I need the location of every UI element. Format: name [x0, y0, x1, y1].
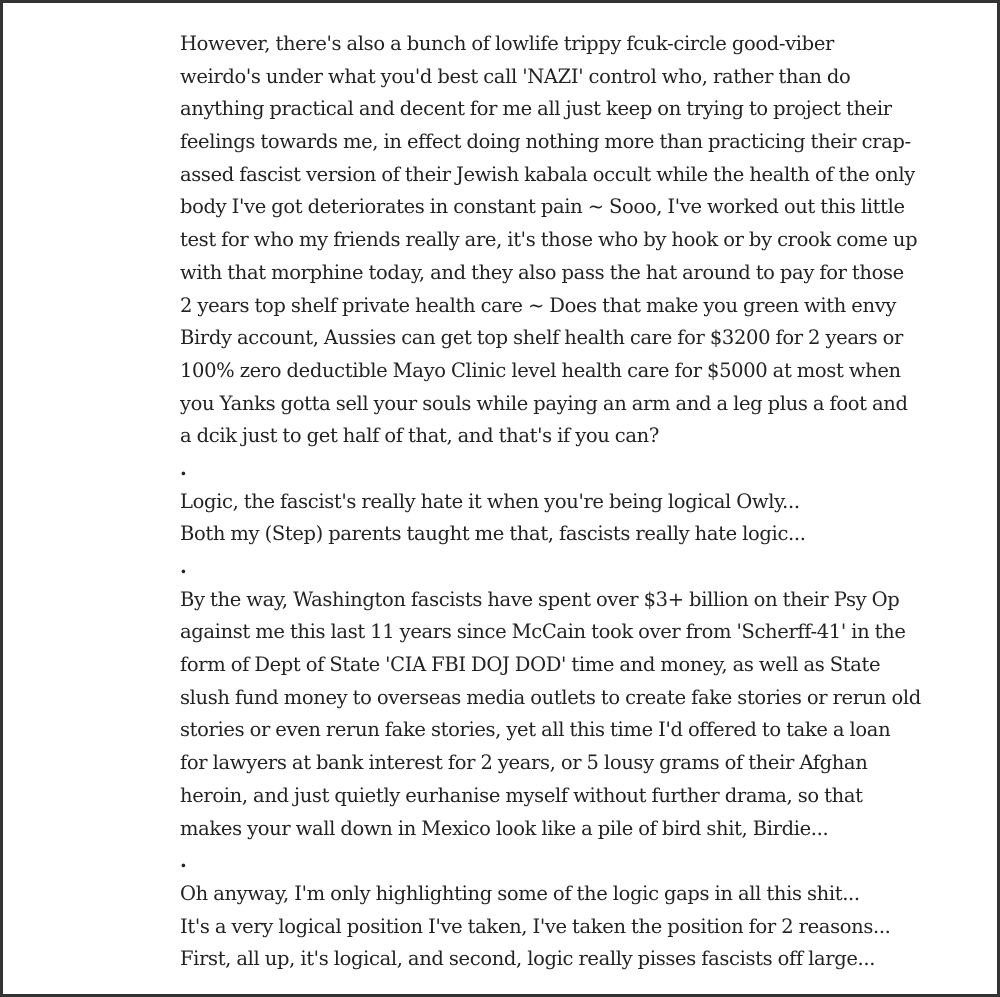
comment-line: 2 years top shelf private health care ~ Does that make you green with envy: [180, 293, 897, 317]
comment-line: test for who my friends really are, it's those who by hook or by crook come up: [180, 228, 918, 252]
comment-line: form of Dept of State 'CIA FBI DOJ DOD' time and money, as well as State: [180, 653, 881, 677]
comment-line: with that morphine today, and they also pass the hat around to pay for those: [180, 260, 904, 284]
comment-line: heroin, and just quietly eurhanise myself without further drama, so that: [180, 783, 863, 807]
comment-line: By the way, Washington fascists have spent over $3+ billion on their Psy Op: [180, 587, 900, 611]
comment-line: for lawyers at bank interest for 2 years, or 5 lousy grams of their Afghan: [180, 751, 868, 775]
paragraph-separator: .: [180, 849, 187, 873]
comment-line: It's a very logical position I've taken, I've taken the position for 2 reasons...: [180, 914, 891, 938]
comment-line: Oh anyway, I'm only highlighting some of the logic gaps in all this shit...: [180, 881, 860, 905]
paragraph-separator: .: [180, 456, 187, 480]
comment-line: makes your wall down in Mexico look like a pile of bird shit, Birdie...: [180, 816, 829, 840]
comment-line: weirdo's under what you'd best call 'NAZI' control who, rather than do: [180, 64, 851, 88]
comment-line: you Yanks gotta sell your souls while paying an arm and a leg plus a foot and: [180, 391, 908, 415]
comment-line: Both my (Step) parents taught me that, fascists really hate logic...: [180, 522, 806, 546]
comment-line: Birdy account, Aussies can get top shelf health care for $3200 for 2 years or: [180, 326, 903, 350]
comment-body: [180, 28, 995, 976]
comment-line: a dcik just to get half of that, and that's if you can?: [180, 424, 659, 448]
comment-line: 100% zero deductible Mayo Clinic level health care for $5000 at most when: [180, 358, 901, 382]
comment-line: feelings towards me, in effect doing nothing more than practicing their crap-: [180, 130, 911, 154]
comment-line: slush fund money to overseas media outlets to create fake stories or rerun old: [180, 685, 921, 709]
comment-line: body I've got deteriorates in constant pain ~ Sooo, I've worked out this little: [180, 195, 905, 219]
comment-line: First, all up, it's logical, and second, logic really pisses fascists off large...: [180, 947, 876, 971]
comment-line: stories or even rerun fake stories, yet all this time I'd offered to take a loan: [180, 718, 891, 742]
comment-line: Logic, the fascist's really hate it when you're being logical Owly...: [180, 489, 800, 513]
comment-line: anything practical and decent for me all just keep on trying to project their: [180, 97, 892, 121]
comment-line: However, there's also a bunch of lowlife trippy fcuk-circle good-viber: [180, 32, 834, 55]
paragraph-separator: .: [180, 555, 187, 578]
comment-line: assed fascist version of their Jewish kabala occult while the health of the only: [180, 162, 915, 186]
comment-line: against me this last 11 years since McCain took over from 'Scherff-41' in the: [180, 620, 906, 644]
